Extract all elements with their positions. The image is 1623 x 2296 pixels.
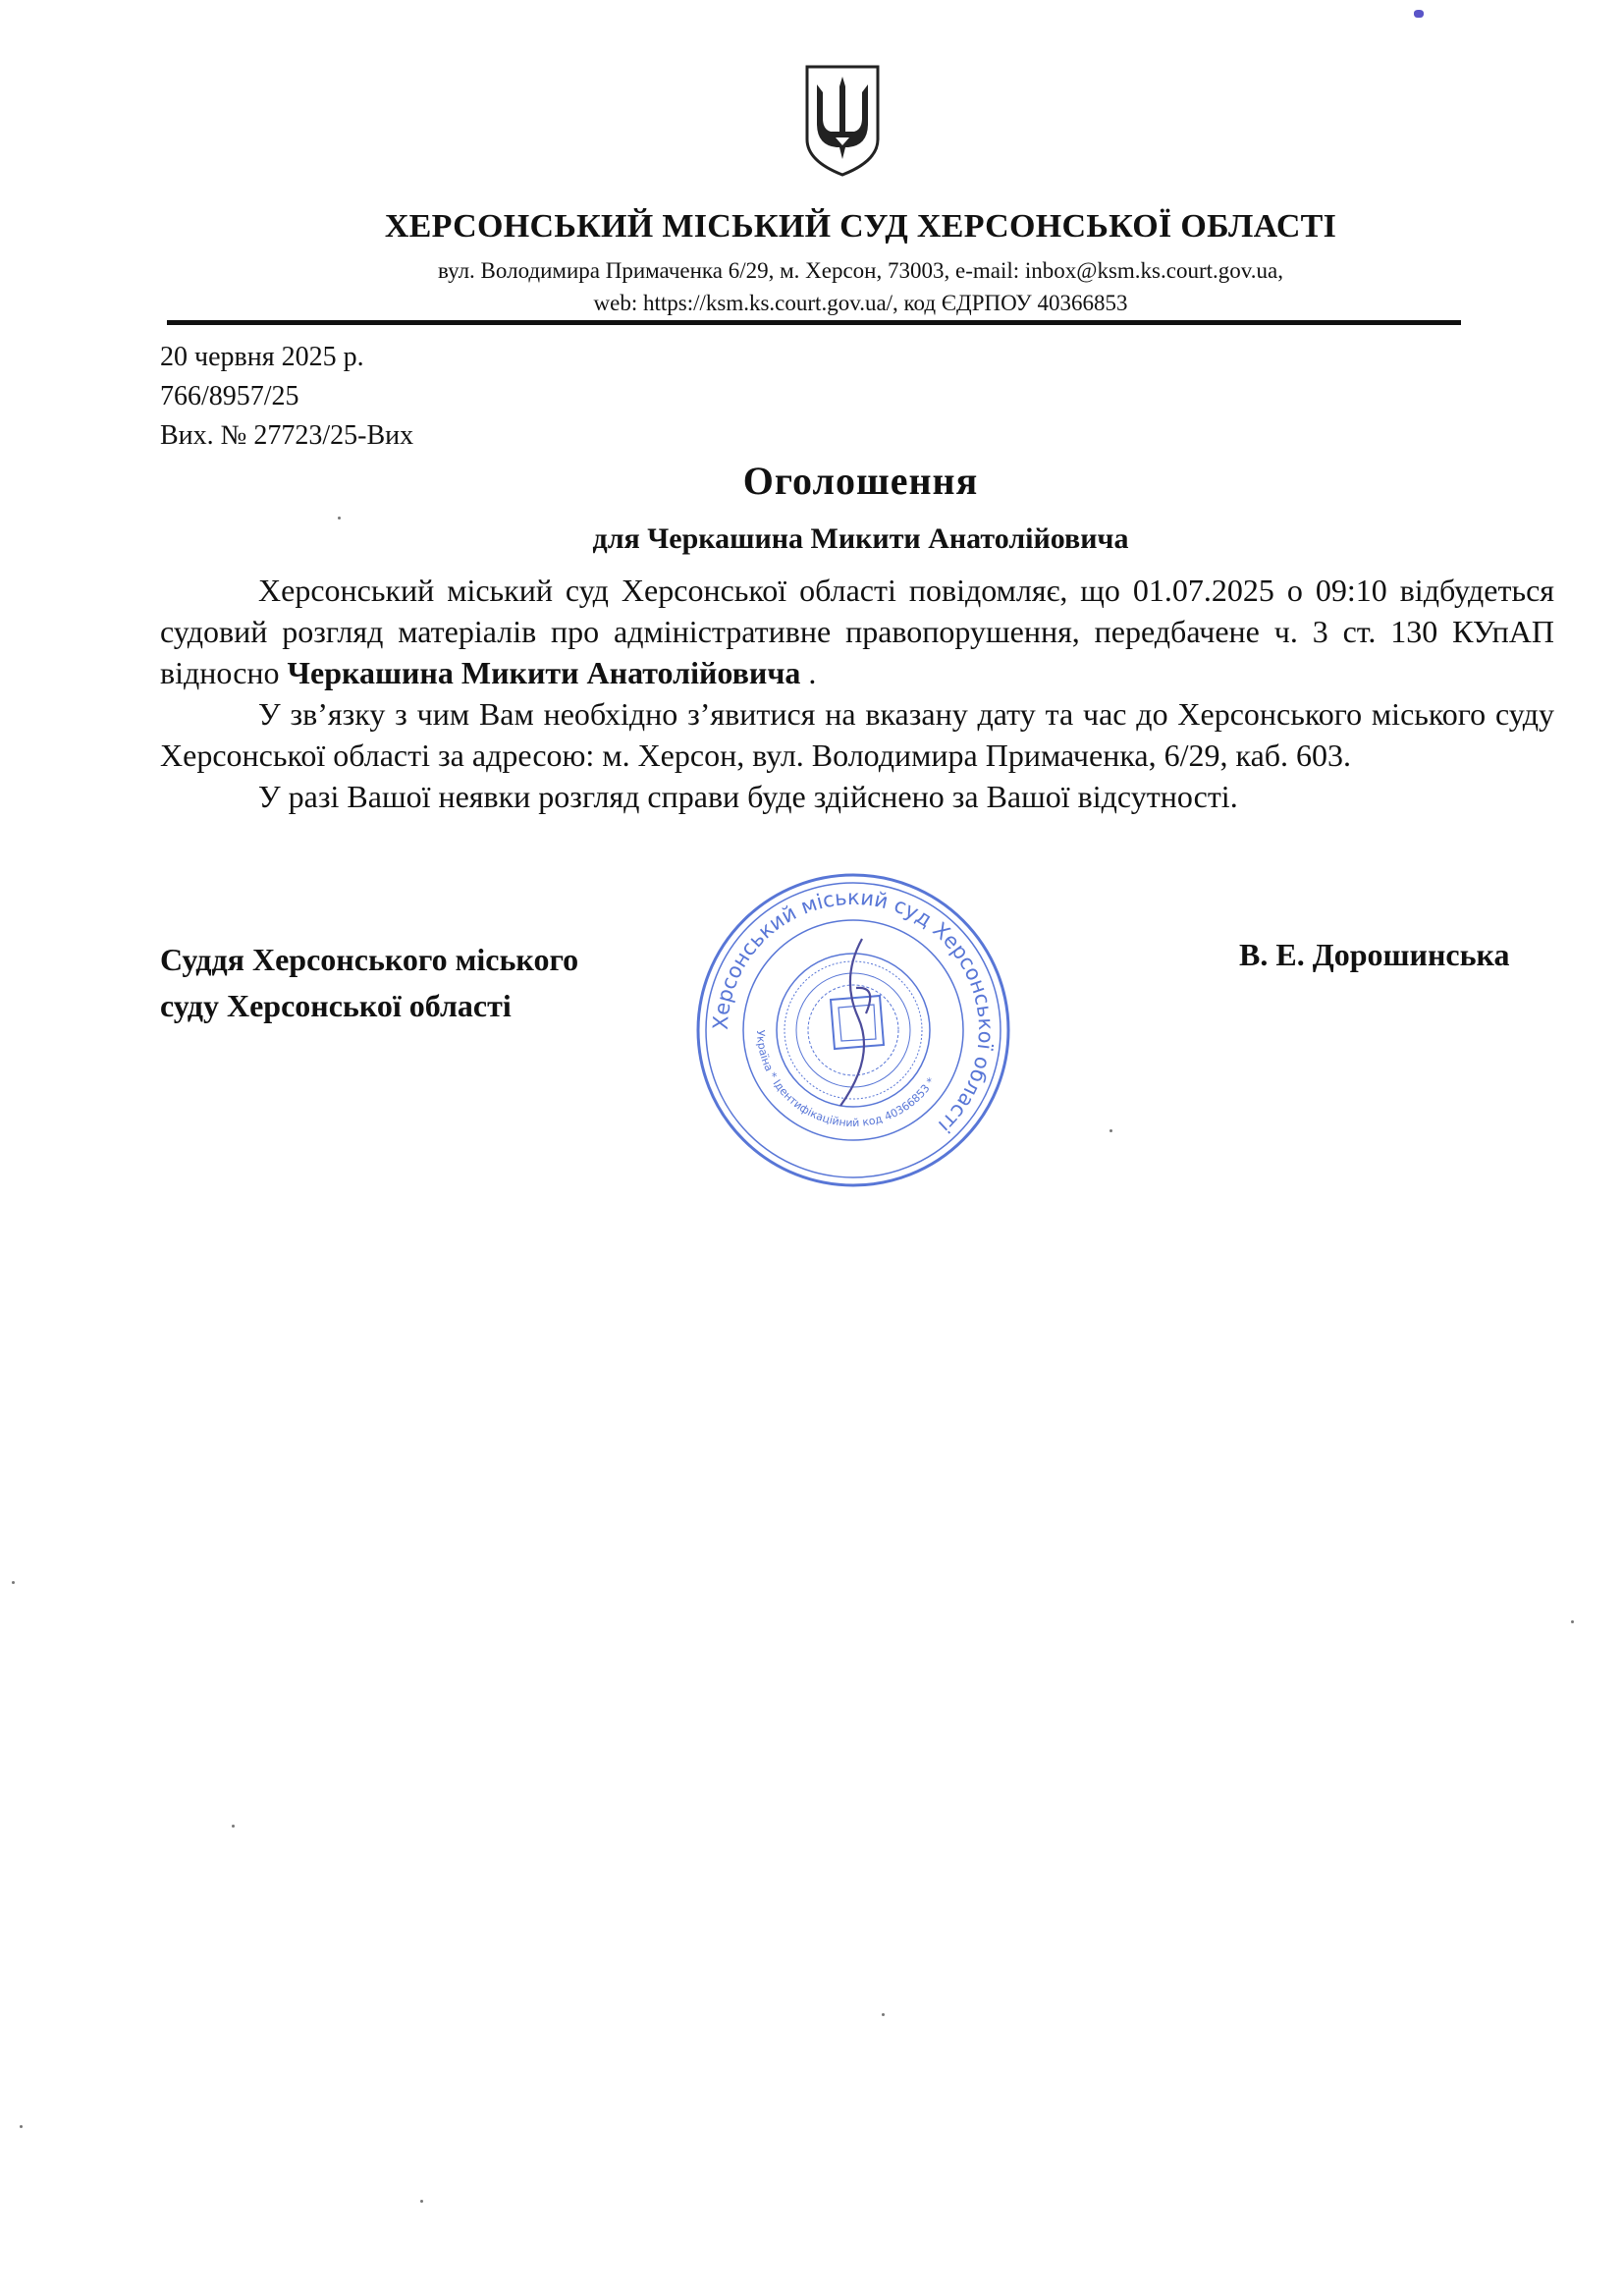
stamp-outer-textpath: Херсонський міський суд Херсонської області xyxy=(708,885,999,1138)
trident-coat-of-arms-icon xyxy=(803,63,882,179)
ink-mark xyxy=(1414,10,1424,18)
scan-speck xyxy=(12,1581,15,1584)
case-number: 766/8957/25 xyxy=(160,381,299,411)
scan-speck xyxy=(882,2013,885,2016)
paragraph-hearing-end: . xyxy=(800,655,817,690)
notice-body xyxy=(160,570,1554,817)
defendant-name: Черкашина Микити Анатолійовича xyxy=(287,655,801,690)
handwritten-signature xyxy=(840,939,870,1106)
court-address: вул. Володимира Примаченка 6/29, м. Херсон, 73003, e-mail: inbox@ksm.ks.court.gov.ua, xyxy=(438,258,1283,283)
judge-position-line1: Суддя Херсонського міського xyxy=(160,942,579,977)
scan-speck xyxy=(1571,1620,1574,1623)
judge-name: В. Е. Дорошинська xyxy=(1239,937,1510,972)
scan-speck xyxy=(232,1825,235,1828)
stamp-inner-textpath: Україна * Ідентифікаційний код 40366853 * xyxy=(753,1029,938,1130)
court-website-code: web: https://ksm.ks.court.gov.ua/, код ЄДРПОУ 40366853 xyxy=(593,291,1128,315)
document-title: Оголошення xyxy=(742,459,979,503)
outgoing-number: Вих. № 27723/25-Вих xyxy=(160,420,414,451)
addressee: для Черкашина Микити Анатолійовича xyxy=(592,522,1129,555)
document-date: 20 червня 2025 р. xyxy=(160,342,364,372)
paragraph-absence: У разі Вашої неявки розгляд справи буде здійснено за Вашої відсутності. xyxy=(258,779,1238,814)
paragraph-hearing-text: Херсонський міський суд Херсонської області повідомляє, що 01.07.2025 о 09:10 відбудеться судовий розгляд матеріалів про адміністративне правопорушення, передбачене ч. 3 ст. 130 КУпАП відносно xyxy=(160,573,1554,690)
judge-position-line2: суду Херсонської області xyxy=(160,988,512,1023)
scan-speck xyxy=(338,517,341,519)
paragraph-appearance: У зв’язку з чим Вам необхідно з’явитися на вказану дату та час до Херсонського міського суду Херсонської області за адресою: м. Херсон, вул. Володимира Примаченка, 6/29, каб. 603. xyxy=(160,696,1554,773)
court-seal-stamp-icon xyxy=(693,870,1013,1190)
scan-speck xyxy=(20,2125,23,2128)
scan-speck xyxy=(420,2200,423,2203)
scan-speck xyxy=(1109,1129,1112,1132)
header-divider xyxy=(167,320,1461,325)
judge-position xyxy=(160,937,578,1029)
paragraph-hearing xyxy=(160,570,1554,693)
court-name: ХЕРСОНСЬКИЙ МІСЬКИЙ СУД ХЕРСОНСЬКОЇ ОБЛАСТІ xyxy=(384,208,1337,245)
